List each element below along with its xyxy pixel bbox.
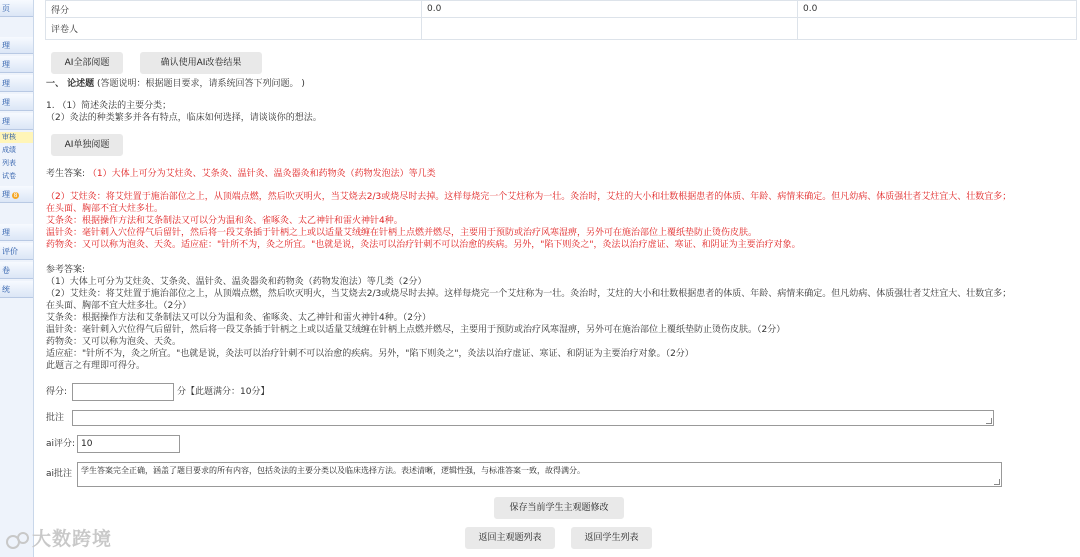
watermark-text: 大数跨境 <box>32 528 113 550</box>
reference-answer-line-5: 温针灸：毫针刺入穴位得气后留针，然后将一段艾条插于针柄之上或以适量艾绒缠在针柄上点燃并燃尽，主要用于预防或治疗风寒湿痹，另外可在施治部位上覆纸垫防止烫伤皮肤。（2分） <box>46 325 786 335</box>
student-answer-label: 考生答案: <box>46 169 86 179</box>
score-label: 得分: <box>46 387 68 397</box>
reference-answer-line-1: （1）大体上可分为艾炷灸、艾条灸、温针灸、温灸器灸和药物灸（药物发泡法）等几类（2分） <box>46 277 427 287</box>
grader-row-label: 评卷人 <box>46 18 422 40</box>
student-answer-text: （1）大体上可分为艾炷灸、艾条灸、温针灸、温灸器灸和药物灸（药物发泡法）等几类 <box>87 169 436 179</box>
ai-all-grade-button[interactable]: AI全部阅题 <box>51 52 123 74</box>
reference-answer-line-7: 适应症："针所不为，灸之所宜。"也就是说，灸法可以治疗针刺不可以治愈的疾病。另外，"陷下则灸之"，灸法以治疗虚证、寒证、和阴证为主要治疗对象。（2分） <box>46 349 694 359</box>
sidebar-sub-review[interactable]: 审核 <box>0 132 33 143</box>
sidebar-item-9[interactable]: 评价 <box>0 243 33 260</box>
sidebar-item-1[interactable]: 页 <box>0 0 33 17</box>
back-to-question-list-button[interactable]: 返回主观题列表 <box>465 527 555 549</box>
save-changes-button[interactable]: 保存当前学生主观题修改 <box>494 497 624 519</box>
student-answer-line-4: 艾条灸：根据操作方法和艾条制法又可以分为温和灸、雀啄灸、太乙神针和雷火神针4种。 <box>46 216 403 226</box>
ai-single-grade-button[interactable]: AI单独阅题 <box>51 134 123 156</box>
back-to-student-list-button[interactable]: 返回学生列表 <box>571 527 652 549</box>
student-answer-line-6: 药物灸：又可以称为泡灸、天灸。适应症："针所不为，灸之所宜。"也就是说，灸法可以治疗针刺不可以治愈的疾病。另外，"陷下则灸之"，灸法以治疗虚证、寒证、和阴证为主要治疗对象。 <box>46 240 801 250</box>
sidebar-item-8[interactable]: 理 <box>0 224 33 241</box>
grader-cell-2 <box>798 18 1077 40</box>
ai-comment-resize-handle[interactable] <box>994 479 1000 485</box>
student-answer-line-5: 温针灸：毫针刺入穴位得气后留针，然后将一段艾条插于针柄之上或以适量艾绒缠在针柄上点燃并燃尽，主要用于预防或治疗风寒湿痹，另外可在施治部位上覆纸垫防止烫伤皮肤。 <box>46 228 758 238</box>
reference-answer-line-8: 此题言之有理即可得分。 <box>46 361 146 371</box>
score-input[interactable] <box>72 383 174 401</box>
score-cell-2: 0.0 <box>798 1 1077 18</box>
section-header <box>46 78 305 90</box>
ai-score-label: ai评分: <box>46 439 76 449</box>
comment-resize-handle[interactable] <box>986 418 992 424</box>
reference-answer-label: 参考答案: <box>46 265 86 275</box>
sidebar-sub-paper[interactable]: 试卷 <box>2 172 16 180</box>
watermark-logo-icon <box>6 530 30 550</box>
sidebar-sub-list[interactable]: 列表 <box>2 159 16 167</box>
comment-textarea[interactable] <box>72 410 994 426</box>
sidebar-item-2[interactable]: 理 <box>0 37 33 54</box>
watermark <box>6 524 112 551</box>
score-suffix: 分【此题满分：10分】 <box>177 387 270 397</box>
ai-score-input[interactable] <box>77 435 180 453</box>
notification-badge: 8 <box>13 192 18 199</box>
reference-answer-line-6: 药物灸：又可以称为泡灸、天灸。 <box>46 337 182 347</box>
question-line-2: （2）灸法的种类繁多并各有特点，临床如何选择，请谈谈你的想法。 <box>46 113 322 123</box>
sidebar-sub-scores[interactable]: 成绩 <box>2 146 16 154</box>
section-description: (答题说明：根据题目要求，请系统回答下列问题。 ) <box>97 79 305 89</box>
reference-answer-line-3: 在头面、胸部不宜大炷多壮。（2分） <box>46 301 192 311</box>
sidebar-item-3[interactable]: 理 <box>0 56 33 73</box>
reference-answer-line-2: （2）艾炷灸：将艾炷置于施治部位之上，从顶端点燃，然后吹灭明火，当艾烧去2/3或烧尽时去掉。这样每烧完一个艾炷称为一壮。灸治时，艾炷的大小和壮数根据患者的体质、年龄、病情来确定。但凡幼病、体质强壮者艾炷宜大、壮数宜多； <box>46 289 1012 299</box>
reference-answer-line-4: 艾条灸：根据操作方法和艾条制法又可以分为温和灸、雀啄灸、太乙神针和雷火神针4种。（2分） <box>46 313 431 323</box>
sidebar-item-7-label: 理 <box>2 190 10 199</box>
left-sidebar <box>0 0 34 557</box>
student-answer-line-2: （2）艾炷灸：将艾炷置于施治部位之上，从顶端点燃，然后吹灭明火，当艾烧去2/3或烧尽时去掉。这样每烧完一个艾炷称为一壮。灸治时，艾炷的大小和壮数根据患者的体质、年龄、病情来确定。但凡幼病、体质强壮者艾炷宜大、壮数宜多； <box>46 192 1012 202</box>
score-table <box>45 0 1077 40</box>
score-row-label: 得分 <box>46 1 422 18</box>
ai-comment-label: ai批注 <box>46 469 73 479</box>
question-line-1: 1. （1）简述灸法的主要分类； <box>46 101 172 111</box>
student-answer-line-1 <box>46 168 436 180</box>
sidebar-item-11[interactable]: 统 <box>0 281 33 298</box>
comment-label: 批注 <box>46 413 65 423</box>
sidebar-item-4[interactable]: 理 <box>0 75 33 92</box>
score-cell-1: 0.0 <box>422 1 798 18</box>
ai-comment-textarea[interactable]: 学生答案完全正确，涵盖了题目要求的所有内容，包括灸法的主要分类以及临床选择方法。表述清晰，逻辑性强，与标准答案一致，故得满分。 <box>77 462 1002 487</box>
sidebar-item-7[interactable] <box>0 186 33 203</box>
confirm-ai-result-button[interactable]: 确认使用AI改卷结果 <box>140 52 262 74</box>
sidebar-item-6[interactable]: 理 <box>0 113 33 130</box>
section-title: 一、 论述题 <box>46 79 95 89</box>
sidebar-item-10[interactable]: 卷 <box>0 262 33 279</box>
grader-cell-1 <box>422 18 798 40</box>
student-answer-line-3: 在头面、胸部不宜大炷多壮。 <box>46 204 164 214</box>
sidebar-item-5[interactable]: 理 <box>0 94 33 111</box>
